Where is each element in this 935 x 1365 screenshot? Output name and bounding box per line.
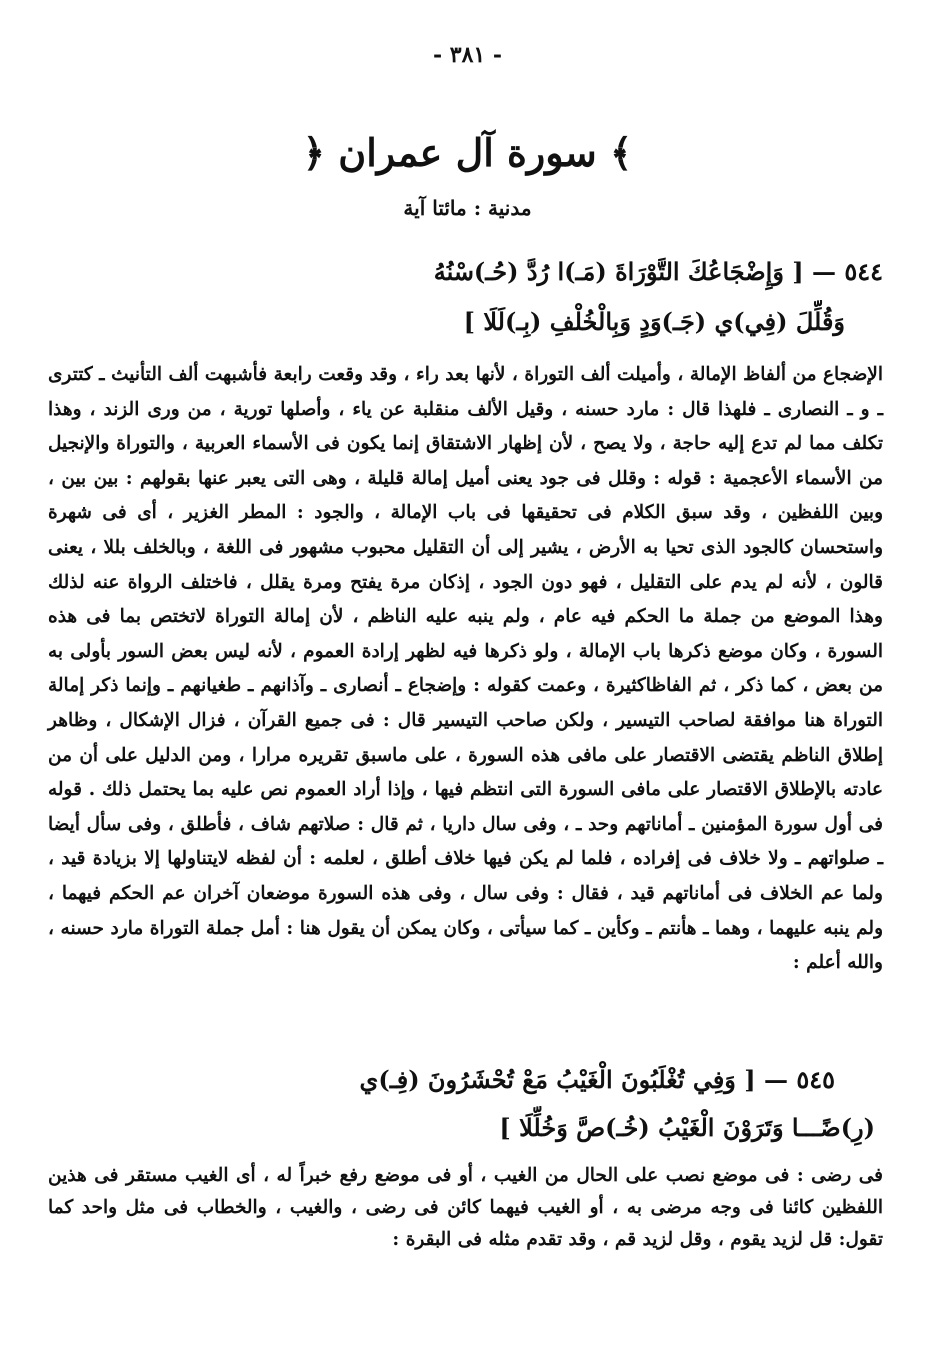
verse-544-line-1: ٥٤٤ — [ وَإِضْجَاعُكَ التَّوْرَاةَ (مَـ)ا رُدَّ (حُـ)سْنُهُ [433,257,883,286]
commentary-544: الإضجاع من ألفاظ الإمالة ، وأميلت ألف التوراة ، لأنها بعد راء ، وقد وقعت رابعة فأشبهت ألف التأنيث ـ كتترى ـ و ـ النصارى ـ فلهذا قال : مارد حسنه ، وقيل الألف منقلبة عن ياء ، وأصلها تورية ، من ورى الزند ، وهذا تكلف مما لم تدع إليه حاجة ، ولا يصح ، لأن إظهار الاشتقاق إنما يكون فى الأسماء العربية ، والتوراة والإنجيل من الأسماء الأعجمية : قوله : وقلل فى جود يعنى أميل إمالة قليلة ، وهى التى يعبر عنها بقولهم : بين بين ، وبين اللفظين ، وقد سبق الكلام فى تحقيقها فى باب الإمالة ، والجود : المطر الغزير ، أى فى شهرة واستحسان كالجود الذى تحيا به الأرض ، يشير إلى أن التقليل محبوب مشهور فى اللغة ، وبالخلف بللا ، يعنى قالون ، لأنه لم يدم على التقليل ، فهو دون الجود ، إذكان مرة يفتح ومرة يقلل ، فاختلف الرواة عنه لذلك وهذا الموضع من جملة ما الحكم فيه عام ، ولم ينبه عليه الناظم ، لأن إمالة التوراة لاتختص بما فى هذه السورة ، وكان موضع ذكرها باب الإمالة ، ولو ذكرها فيه لظهر إرادة العموم ، لأنه ليس بعض السور بأولى به من بعض ، كما ذكر ، ثم الفاظاكثيرة ، وعمت كقوله : وإضجاع ـ أنصارى ـ وآذانهم ـ طغيانهم ـ وإنما ذكر إمالة التوراة هنا موافقة لصاحب التيسير ، ولكن صاحب التيسير قال : فى جميع القرآن ، فزال الإشكال ، وظاهر إطلاق الناظم يقتضى الاقتصار على مافى هذه السورة ، على ماسبق تقريره مرارا ، ومن الدليل على أن من عادته بالإطلاق الاقتصار على مافى السورة التى انتظم فيها ، وإذا أراد العموم نص عليه بما يحتمل ذلك . قوله فى أول سورة المؤمنين ـ أماناتهم وحد ـ ، وفى سال داريا ، ثم قال : صلاتهم شاف ، فأطلق ، وفى سأل أيضا ـ صلواتهم ـ ولا خلاف فى إفراده ، فلما لم يكن فيها خلاف أطلق ، لعلمه : أن لفظه لايتناولها إلا بزيادة قيد ، ولما عم الخلاف فى أماناتهم قيد ، فقال : وفى سال ، وفى هذه السورة موضعان آخران عم الحكم فيهما ، ولم ينبه عليهما ، وهما ـ هأنتم ـ وكأين ـ كما سيأتى ، وكان يمكن أن يقول هنا : أمل جملة التوراة مارد حسنه ، والله أعلم : [48,364,883,974]
verse-544-line-2: وَقُلِّلَ (فِي)ي (جَـ)وَدٍ وَبِالْخُلْفِ (بِـ)لَلَا ] [463,307,845,336]
surah-title: ﴿ سورة آل عمران ﴾ [302,130,633,175]
commentary-545: فى رضى : فى موضع نصب على الحال من الغيب ، أو فى موضع رفع خبراً له ، أى الغيب مستقر فى هذين اللفظين كائنا فى وجه مرضى به ، أو الغيب فيهما كائن فى رضى ، والغيب ، والخطاب فى مثل واحد كما تقول: قل لزيد يقوم ، وقل لزيد قم ، وقد تقدم مثله فى البقرة : [48,1165,883,1250]
surah-meta: مدنية : مائتا آية [403,196,532,220]
verse-545-line-2: (رِ)ضًـــا وَتَرَوْنَ الْغَيْبُ (خُـ)صَّ وَخُلِّلَا ] [499,1113,875,1142]
verse-545-line-1: ٥٤٥ — [ وَفِي تُغْلَبُونَ الْغَيْبُ مَعْ تُحْشَرُونَ (فِـ)ي [359,1065,835,1094]
page-number: - ٣٨١ - [432,42,503,68]
